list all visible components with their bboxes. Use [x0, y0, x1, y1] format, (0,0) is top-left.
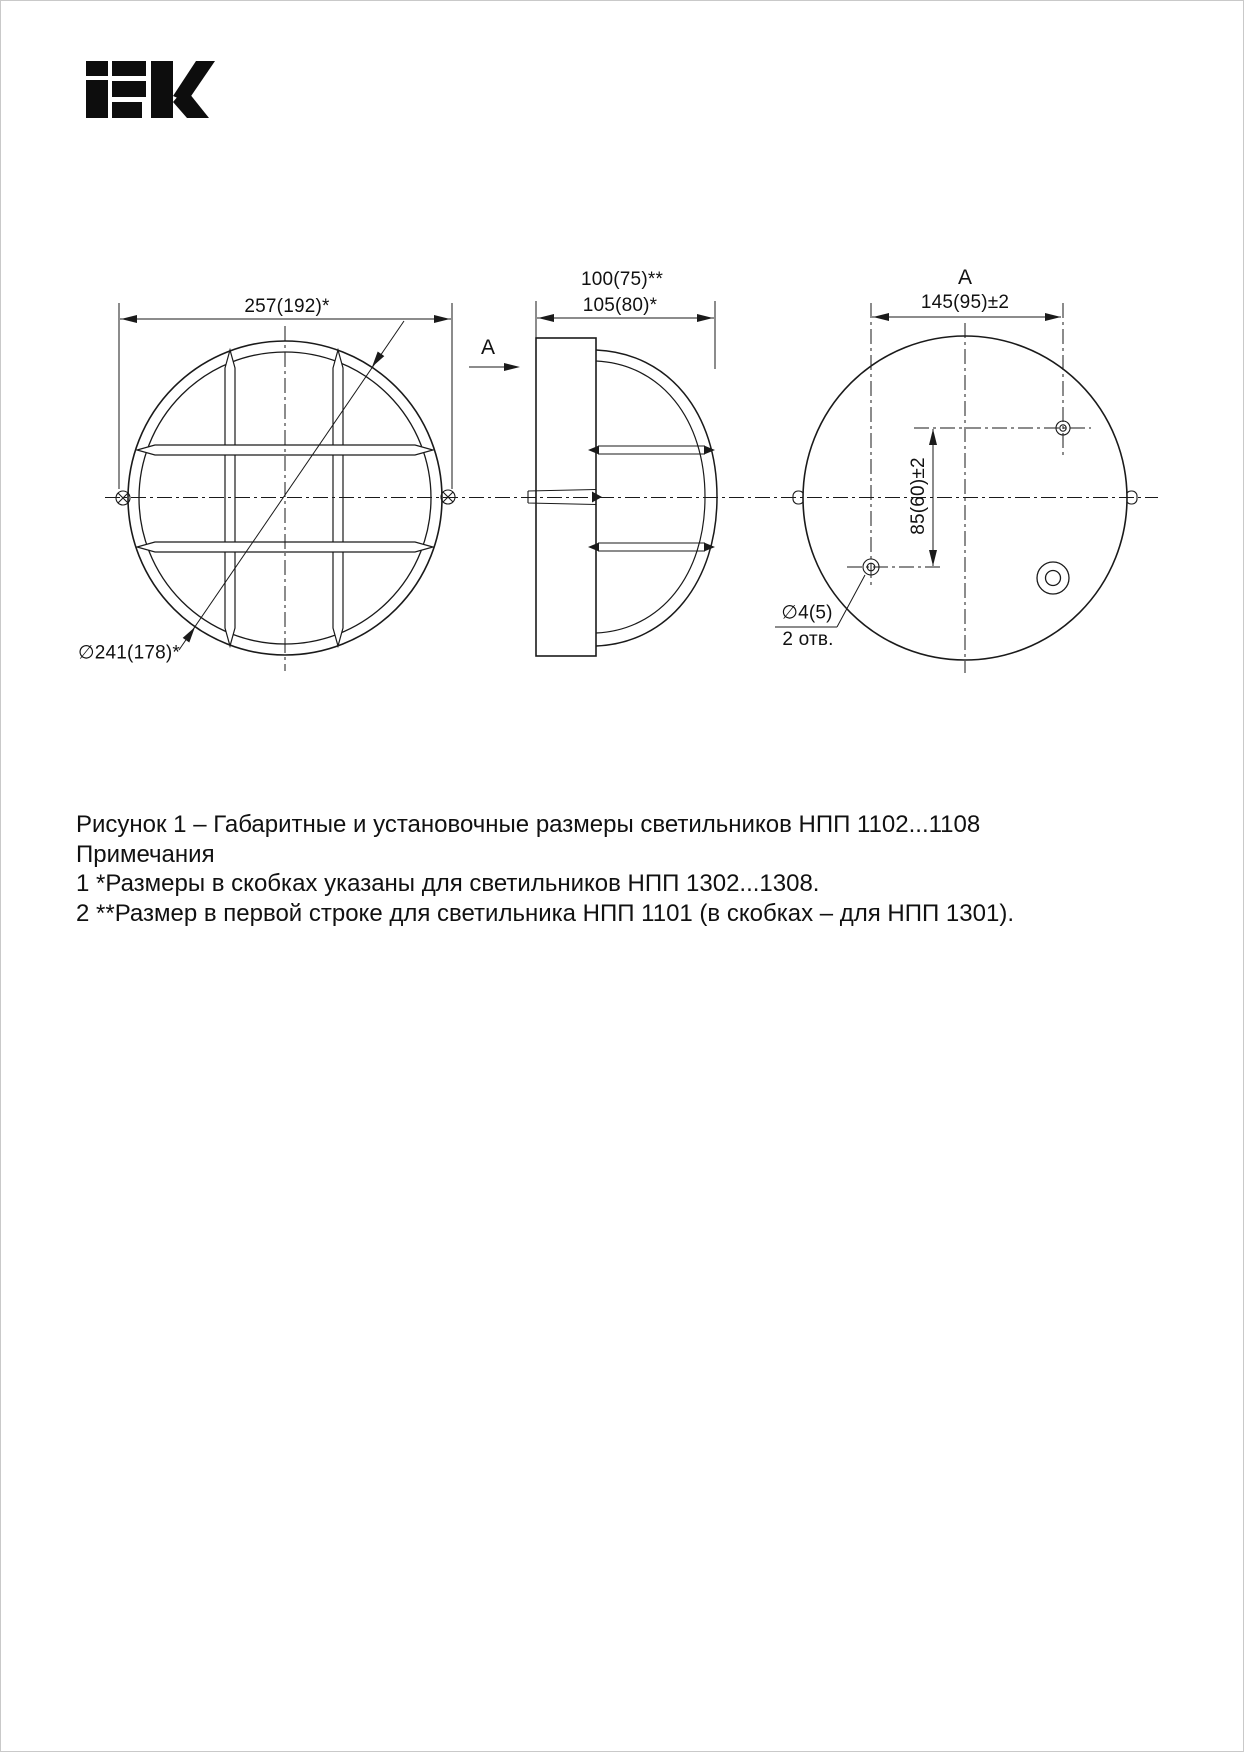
front-width-dim-label: 257(192)*: [244, 296, 330, 317]
diameter-leader: [179, 321, 404, 650]
side-view-a-label: A: [480, 336, 496, 359]
rear-hole-spacing-v-label: 85(60)±2: [908, 457, 929, 535]
side-depth-dim-row1: 100(75)**: [580, 269, 664, 290]
rear-hole-spacing-h-label: 145(95)±2: [920, 292, 1010, 313]
side-grille-bar: [588, 446, 715, 455]
figure-title: Рисунок 1 – Габаритные и установочные размеры светильников НПП 1102...1108: [76, 811, 981, 838]
figure-caption: [76, 810, 1176, 928]
rear-hole-count-label: 2 отв.: [782, 629, 834, 650]
note-2: 2 **Размер в первой строке для светильника НПП 1101 (в скобках – для НПП 1301).: [76, 899, 1014, 927]
notes-title: Примечания: [76, 840, 215, 868]
front-diameter-dim-label: ∅241(178)*: [77, 642, 181, 664]
note-1: 1 *Размеры в скобках указаны для светильников НПП 1302...1308.: [76, 870, 820, 897]
rear-hole-diameter-label: ∅4(5): [781, 602, 833, 624]
side-grille-bar: [588, 543, 715, 552]
rear-view-a-label: A: [957, 266, 973, 289]
technical-drawing: [1, 1, 1244, 761]
side-depth-dim-row2: 105(80)*: [582, 295, 658, 316]
